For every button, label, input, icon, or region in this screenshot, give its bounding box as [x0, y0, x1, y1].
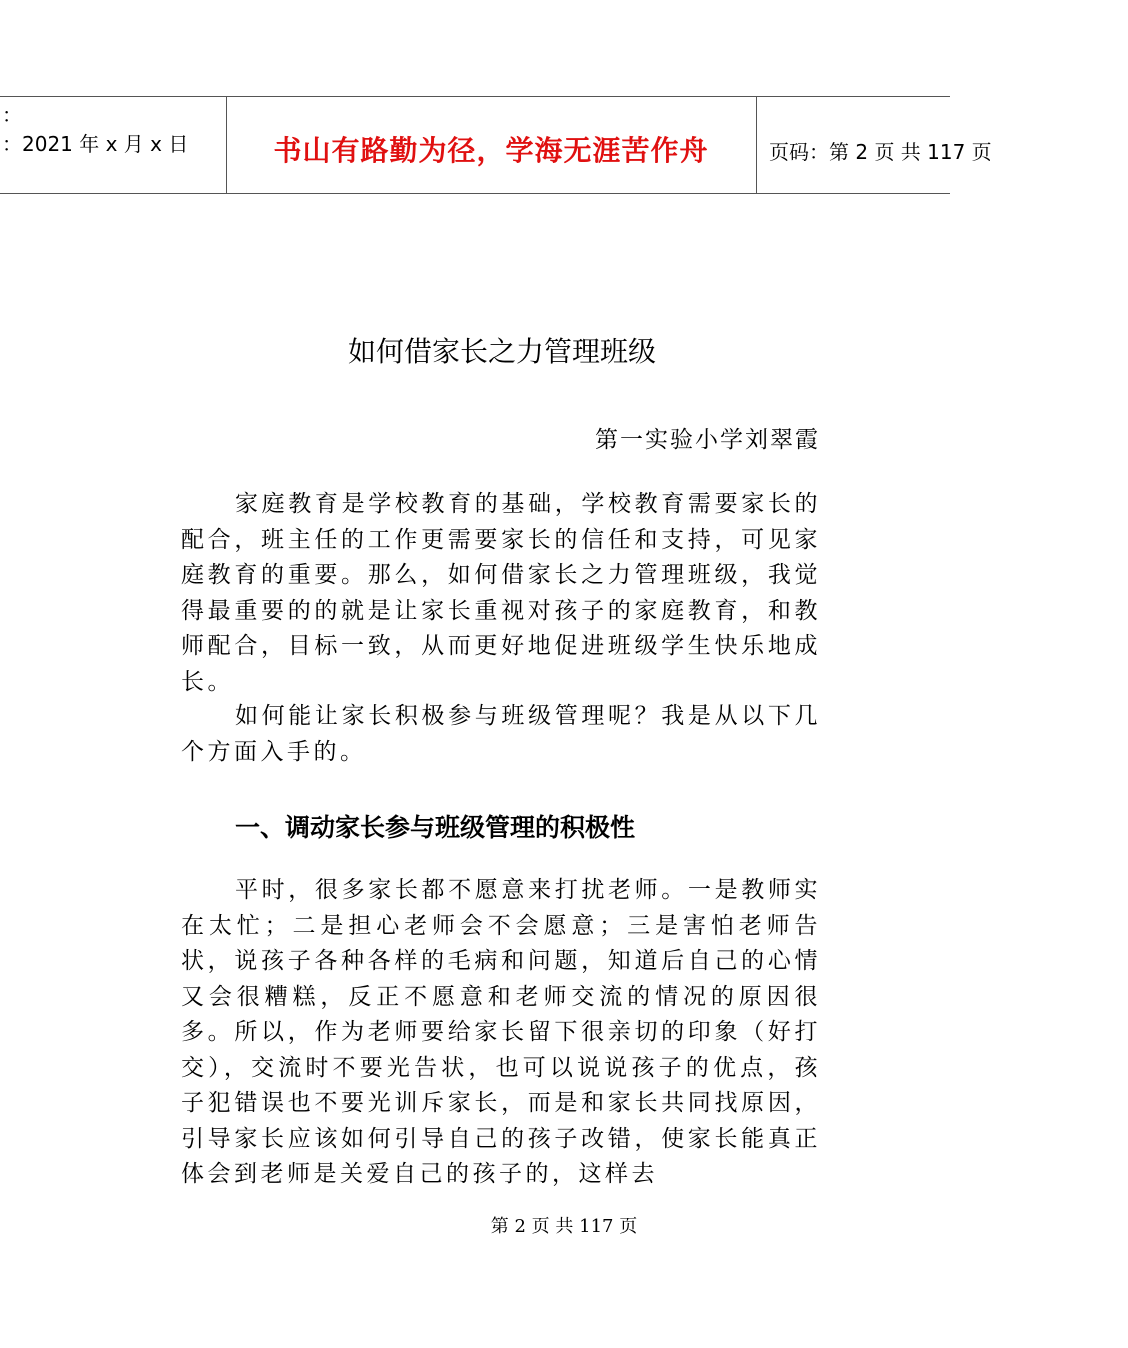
- page-footer: 第 2 页 共 117 页: [490, 1216, 638, 1237]
- paragraph-3: [181, 873, 821, 1193]
- header-left-line1: ：: [2, 103, 22, 127]
- section-heading-1: 一、调动家长参与班级管理的积极性: [235, 813, 636, 842]
- paragraph-2: [181, 699, 821, 770]
- header-page-cell: [757, 97, 992, 193]
- document-title: 如何借家长之力管理班级: [347, 335, 656, 368]
- header-left-cell: [0, 97, 227, 193]
- document-author: 第一实验小学刘翠霞: [595, 427, 820, 453]
- header-page-code: 页码：第 2 页 共 117 页: [769, 140, 992, 164]
- header-motto: 书山有路勤为径，学海无涯苦作舟: [273, 134, 709, 167]
- paragraph-3-text: 平时，很多家长都不愿意来打扰老师。一是教师实在太忙；二是担心老师会不会愿意；三是害怕老师告状，说孩子各种各样的毛病和问题，知道后自己的心情又会很糟糕，反正不愿意和老师交流的情况的原因很多。所以，作为老师要给家长留下很亲切的印象（好打交），交流时不要光告状，也可以说说孩子的优点，孩子犯错误也不要光训斥家长，而是和家长共同找原因，引导家长应该如何引导自己的孩子改错，使家长能真正体会到老师是关爱自己的孩子的，这样去: [181, 877, 821, 1187]
- page-header: [0, 96, 992, 194]
- paragraph-2-text: 如何能让家长积极参与班级管理呢？我是从以下几个方面入手的。: [181, 703, 821, 765]
- paragraph-1: [181, 487, 821, 700]
- header-date: ：2021 年 x 月 x 日: [2, 132, 189, 156]
- paragraph-1-text: 家庭教育是学校教育的基础，学校教育需要家长的配合，班主任的工作更需要家长的信任和支持，可见家庭教育的重要。那么，如何借家长之力管理班级，我觉得最重要的的就是让家长重视对孩子的家庭教育，和教师配合，目标一致，从而更好地促进班级学生快乐地成长。: [181, 491, 821, 695]
- header-motto-cell: [226, 97, 757, 193]
